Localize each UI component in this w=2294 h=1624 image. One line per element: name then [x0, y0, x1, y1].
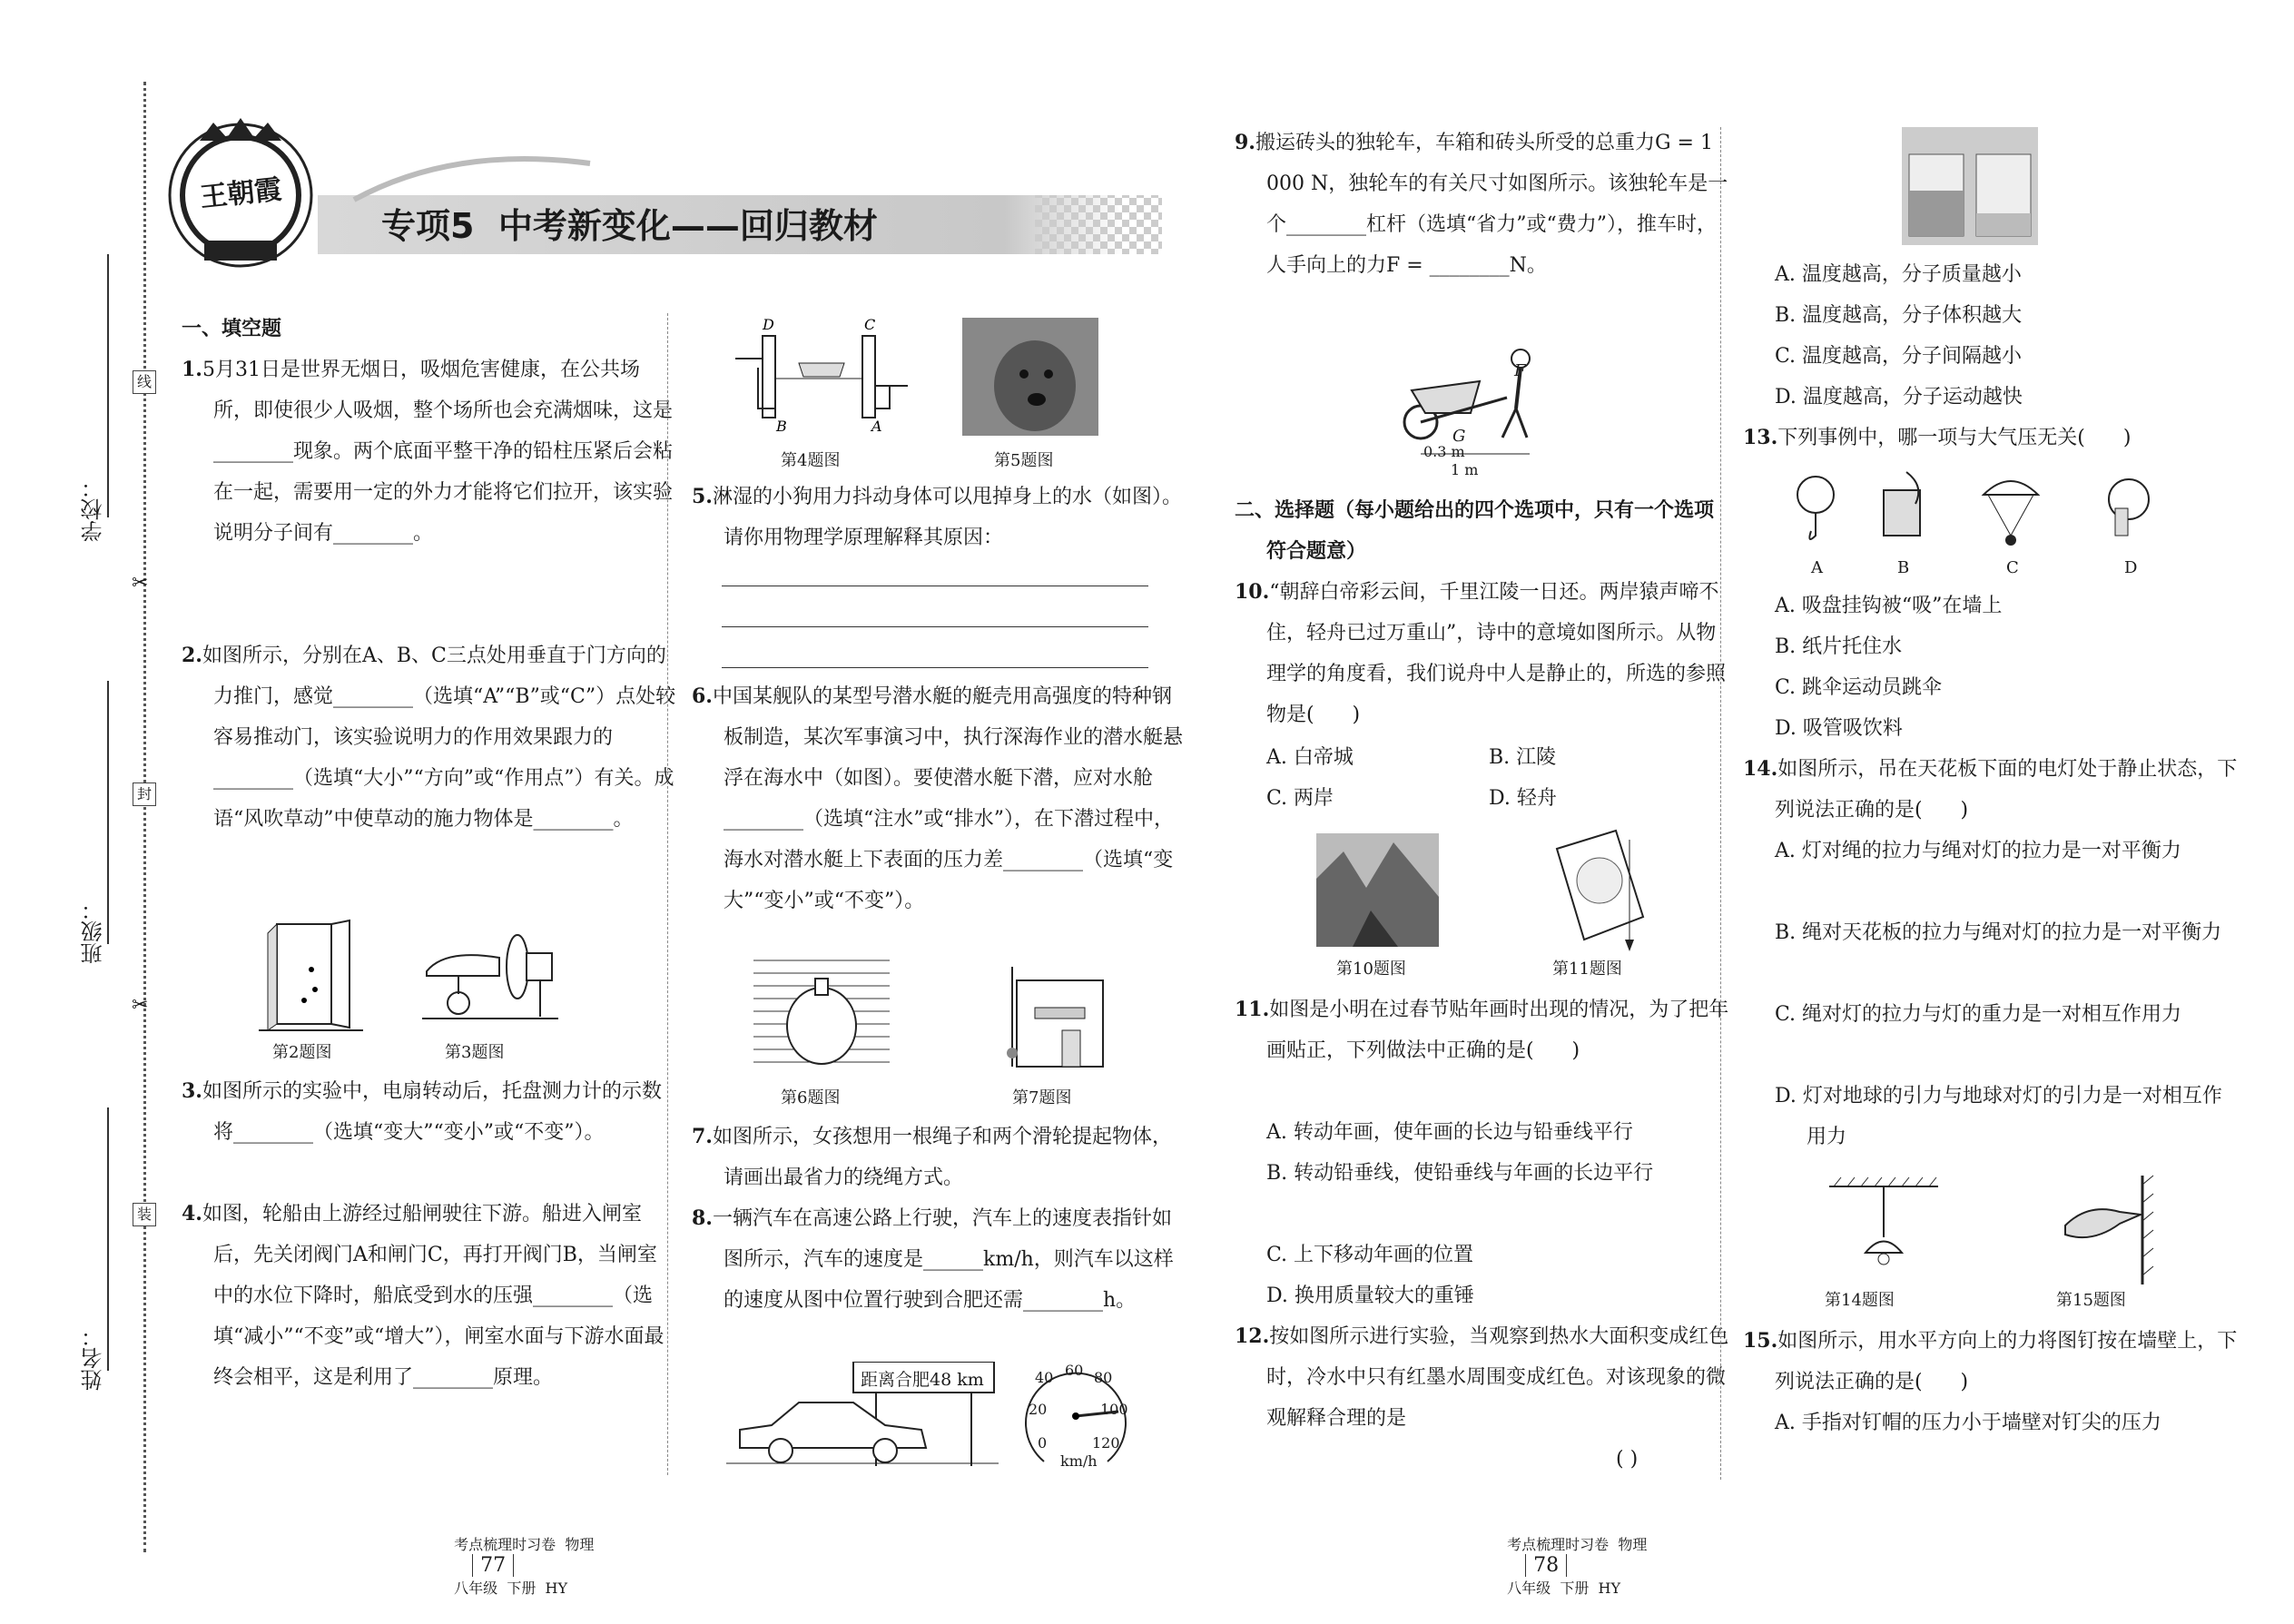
figure-ship-lock	[735, 313, 908, 431]
speed-tick-40: 40	[1035, 1369, 1054, 1386]
cut-mark-seal: 封	[133, 782, 156, 806]
page-number: 77	[472, 1554, 514, 1577]
figure-caption-5: 第5题图	[994, 451, 1054, 470]
binding-margin	[0, 0, 154, 1624]
footer-right	[1498, 1516, 1647, 1598]
section-heading-multiple-choice: 二、选择题（每小题给出的四个选项中，只有一个选项符合题意）	[1235, 498, 1715, 563]
footer-book: 考点梳理时习卷 物理	[454, 1536, 595, 1553]
distance-sign: 距离合肥48 km	[861, 1370, 984, 1390]
question-10	[1235, 572, 1729, 735]
label-c: C	[2006, 558, 2019, 577]
figure-caption-3: 第3题图	[445, 1043, 505, 1062]
option-c[interactable]: C. 上下移动年画的位置	[1266, 1244, 1474, 1266]
footer-grade: 八年级 下册 HY	[1507, 1580, 1621, 1597]
option-b[interactable]: B. 绳对天花板的拉力与绳对灯的拉力是一对平衡力	[1775, 921, 2222, 944]
option-c[interactable]: C. 绳对灯的拉力与灯的重力是一对相互作用力	[1775, 1003, 2182, 1026]
speed-tick-120: 120	[1092, 1434, 1120, 1452]
figure-hanging-lamp	[1825, 1176, 1943, 1275]
option-d[interactable]: D. 灯对地球的引力与地球对灯的引力是一对相互作用力	[1775, 1085, 2222, 1148]
option-c[interactable]: C. 跳伞运动员跳伞	[1775, 676, 1943, 699]
figure-submarine	[753, 953, 890, 1071]
option-b[interactable]: B. 温度越高，分子体积越大	[1775, 304, 2023, 327]
figure-caption-14: 第14题图	[1825, 1291, 1895, 1310]
option-a[interactable]: A. 白帝城	[1266, 746, 1354, 769]
question-number: 9.	[1235, 131, 1255, 154]
brand-logo: 王朝霞	[198, 173, 283, 214]
question-2	[182, 635, 676, 840]
svg-text:D: D	[763, 316, 774, 333]
question-text: 如图是小明在过春节贴年画时出现的情况，为了把年画贴正，下列做法中正确的是( )	[1266, 999, 1729, 1062]
question-text: 中国某舰队的某型号潜水艇的艇壳用高强度的特种钢板制造，某次军事演习中，执行深海作业的潜水艇悬浮在海水中（如图）。要使潜水艇下潜，应对水舱________（选填“注水”或“排水”），在下潜过程中，海水对潜水艇上下表面的压力差________（选填“变大”“变小”或“不变”）。	[712, 685, 1184, 912]
question-text: 搬运砖头的独轮车，车箱和砖头所受的总重力G = 1 000 N，独轮车的有关尺寸如图所示。该独轮车是一个________杠杆（选填“省力”或“费力”），推车时，人手向上的力F = ________N。	[1255, 132, 1728, 277]
figure-water-beakers	[1902, 127, 2038, 245]
option-b[interactable]: B. 纸片托住水	[1775, 635, 1903, 658]
speed-tick-100: 100	[1100, 1401, 1128, 1418]
question-number: 1.	[182, 358, 202, 381]
question-14	[1743, 749, 2238, 831]
footer-book: 考点梳理时习卷 物理	[1507, 1536, 1648, 1553]
question-text: 5月31日是世界无烟日，吸烟危害健康，在公共场所，即使很少人吸烟，整个场所也会充满烟味，这是________现象。两个底面平整干净的铅柱压紧后会粘在一起，需要用一定的外力才能将它们拉开，该实验说明分子间有________。	[202, 359, 674, 545]
figure-new-year-picture	[1543, 826, 1648, 953]
header	[163, 118, 1162, 272]
speed-tick-80: 80	[1094, 1369, 1113, 1386]
question-8	[692, 1198, 1186, 1321]
figure-wet-dog	[962, 318, 1098, 436]
question-text: 如图所示的实验中，电扇转动后，托盘测力计的示数将________（选填“变大”“变小”或“不变”）。	[202, 1080, 662, 1144]
figure-caption-2: 第2题图	[272, 1043, 332, 1062]
question-number: 13.	[1743, 426, 1778, 449]
dotted-cut-line	[143, 82, 146, 1552]
column-divider	[1720, 127, 1721, 1480]
option-b[interactable]: B. 转动铅垂线，使铅垂线与年画的长边平行	[1266, 1162, 1654, 1185]
question-text: 如图所示，吊在天花板下面的电灯处于静止状态，下列说法正确的是( )	[1775, 758, 2238, 822]
question-7	[692, 1117, 1186, 1198]
question-9	[1235, 123, 1729, 286]
speed-tick-60: 60	[1065, 1362, 1084, 1379]
label-b: B	[1897, 558, 1910, 577]
school-label: 学校：	[81, 477, 106, 542]
question-text: 如图所示，用水平方向上的力将图钉按在墙壁上，下列说法正确的是( )	[1775, 1330, 2238, 1393]
figure-fan-scale	[409, 926, 563, 1035]
wheelbarrow-dim-03: 0.3 m	[1423, 443, 1465, 460]
figure-caption-11: 第11题图	[1552, 960, 1622, 979]
question-number: 8.	[692, 1206, 713, 1230]
question-text: 一辆汽车在高速公路上行驶，汽车上的速度表指针如图所示，汽车的速度是______km/h，则汽车以这样的速度从图中位置行驶到合肥还需________h。	[712, 1207, 1174, 1312]
svg-text:A: A	[871, 418, 882, 431]
question-text: 按如图所示进行实验，当观察到热水大面积变成红色时，冷水中只有红墨水周围变成红色。对该现象的微观解释合理的是	[1266, 1325, 1729, 1430]
question-number: 3.	[182, 1079, 202, 1103]
question-4	[182, 1194, 676, 1398]
page-title: 专项5 中考新变化——回归教材	[381, 206, 878, 246]
question-text: 如图，轮船由上游经过船闸驶往下游。船进入闸室后，先关闭阀门A和闸门C，再打开阀门B，当闸室中的水位下降时，船底受到水的压强________（选填“减小”“不变”或“增大”），闸室水面与下游水面最终会相平，这是利用了________原理。	[202, 1203, 665, 1389]
question-number: 10.	[1235, 580, 1270, 604]
svg-text:B: B	[776, 418, 787, 431]
question-number: 4.	[182, 1202, 202, 1225]
option-c[interactable]: C. 温度越高，分子间隔越小	[1775, 345, 2023, 368]
column-divider	[667, 313, 668, 1475]
question-1	[182, 349, 676, 554]
wheelbarrow-label-f: F	[1514, 361, 1526, 380]
cut-mark-bind: 装	[133, 1203, 156, 1226]
option-a[interactable]: A. 吸盘挂钩被“吸”在墙上	[1775, 595, 2003, 617]
figure-mountain-boat	[1316, 833, 1439, 947]
answer-paren[interactable]: ( )	[1616, 1448, 1639, 1471]
question-number: 12.	[1235, 1324, 1270, 1348]
wheelbarrow-label-g: G	[1452, 427, 1466, 446]
question-text: 淋湿的小狗用力抖动身体可以甩掉身上的水（如图）。请你用物理学原理解释其原因：	[712, 486, 1182, 549]
page-number: 78	[1525, 1554, 1567, 1577]
option-d[interactable]: D. 轻舟	[1489, 787, 1557, 810]
option-a[interactable]: A. 手指对钉帽的压力小于墙壁对钉尖的压力	[1775, 1412, 2161, 1434]
question-number: 2.	[182, 644, 202, 667]
footer-left	[445, 1516, 594, 1598]
label-d: D	[2124, 558, 2138, 577]
question-6	[692, 676, 1186, 921]
speed-unit: km/h	[1060, 1452, 1098, 1470]
scissor-icon: ✂	[132, 994, 149, 1017]
cut-mark-line: 线	[133, 370, 156, 394]
question-text: 如图所示，女孩想用一根绳子和两个滑轮提起物体，请画出最省力的绕绳方式。	[712, 1126, 1172, 1189]
figure-door	[259, 917, 368, 1035]
name-label: 姓名：	[81, 1325, 106, 1391]
option-d[interactable]: D. 吸管吸饮料	[1775, 717, 1903, 740]
figure-wheelbarrow	[1389, 336, 1570, 486]
answer-line	[722, 626, 1148, 627]
question-11	[1235, 989, 1729, 1071]
question-number: 15.	[1743, 1329, 1778, 1353]
svg-text:C: C	[864, 316, 876, 333]
option-c[interactable]: C. 两岸	[1266, 787, 1334, 810]
answer-line	[722, 667, 1148, 668]
figure-atmosphere-set	[1779, 468, 2188, 563]
wheelbarrow-dim-1: 1 m	[1451, 461, 1479, 478]
figure-caption-6: 第6题图	[781, 1088, 841, 1107]
speed-tick-20: 20	[1029, 1401, 1048, 1418]
question-12	[1235, 1316, 1729, 1439]
section-heading-fill-blank: 一、填空题	[182, 317, 282, 340]
question-number: 7.	[692, 1125, 713, 1148]
figure-caption-4: 第4题图	[781, 451, 841, 470]
figure-caption-7: 第7题图	[1012, 1088, 1072, 1107]
question-text: “朝辞白帝彩云间，千里江陵一日还。两岸猿声啼不住，轻舟已过万重山”，诗中的意境如图所示。从物理学的角度看，我们说舟中人是静止的，所选的参照物是( )	[1266, 581, 1727, 726]
figure-thumbtack-wall	[2052, 1171, 2161, 1289]
question-15	[1743, 1321, 2238, 1403]
question-text: 如图所示，分别在A、B、C三点处用垂直于门方向的力推门，感觉________（选填“A”“B”或“C”）点处较容易推动门，该实验说明力的作用效果跟力的________（选填“大小”“方向”或“作用点”）有关。成语“风吹草动”中使草动的施力物体是________。	[202, 645, 676, 831]
option-a[interactable]: A. 灯对绳的拉力与绳对灯的拉力是一对平衡力	[1775, 840, 2181, 862]
speed-tick-0: 0	[1038, 1434, 1048, 1452]
option-d[interactable]: D. 温度越高，分子运动越快	[1775, 386, 2023, 408]
figure-caption-15: 第15题图	[2056, 1291, 2126, 1310]
figure-house-pulley	[999, 962, 1108, 1071]
question-number: 14.	[1743, 757, 1778, 781]
option-d[interactable]: D. 换用质量较大的重锤	[1266, 1284, 1474, 1307]
scissor-icon: ✂	[132, 572, 149, 595]
label-a: A	[1811, 558, 1823, 577]
header-banner	[163, 118, 1162, 272]
option-b[interactable]: B. 江陵	[1489, 746, 1557, 769]
question-text: 下列事例中，哪一项与大气压无关( )	[1777, 427, 2132, 449]
question-number: 6.	[692, 684, 713, 708]
option-a[interactable]: A. 温度越高，分子质量越小	[1775, 263, 2022, 286]
question-number: 5.	[692, 485, 713, 508]
question-3	[182, 1071, 676, 1153]
question-number: 11.	[1235, 998, 1270, 1021]
class-label: 班级：	[81, 899, 106, 964]
question-13	[1743, 418, 2238, 458]
question-5	[692, 477, 1186, 558]
figure-caption-10: 第10题图	[1336, 960, 1406, 979]
footer-grade: 八年级 下册 HY	[454, 1580, 568, 1597]
option-a[interactable]: A. 转动年画，使年画的长边与铅垂线平行	[1266, 1121, 1633, 1144]
